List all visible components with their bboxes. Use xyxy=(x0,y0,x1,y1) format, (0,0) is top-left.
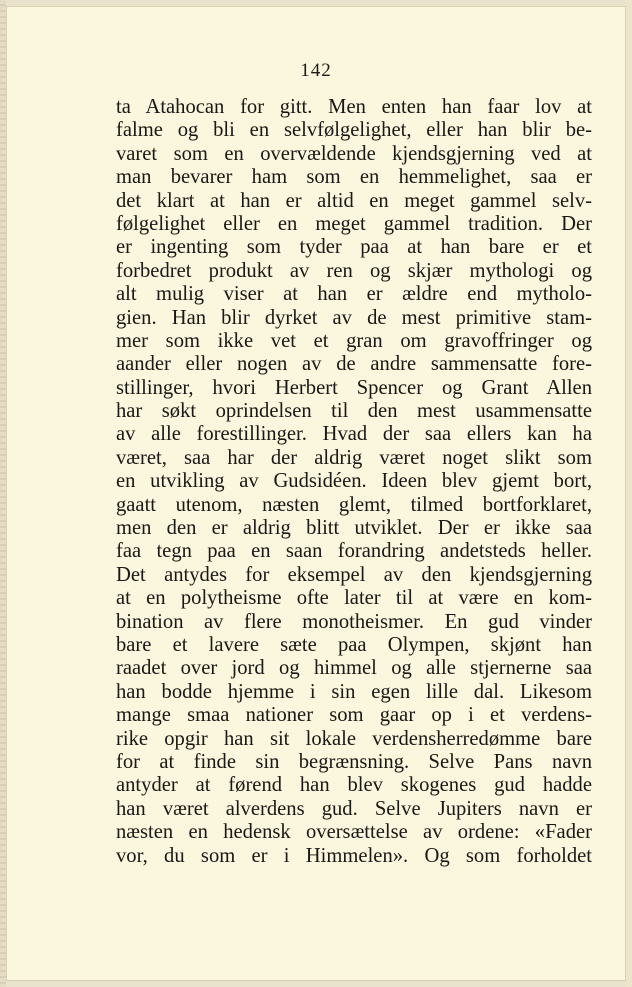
text-line: forbedret produkt av ren og skjær mythologi og xyxy=(116,259,592,282)
text-line: Det antydes for eksempel av den kjendsgjerning xyxy=(116,563,592,586)
text-line: gaatt utenom, næsten glemt, tilmed bortforklaret, xyxy=(116,493,592,516)
text-line: av alle forestillinger. Hvad der saa ellers kan ha xyxy=(116,423,592,446)
body-text xyxy=(116,96,592,868)
text-line: antyder at førend han blev skogenes gud hadde xyxy=(116,774,592,797)
text-line: stillinger, hvori Herbert Spencer og Grant Allen xyxy=(116,376,592,399)
text-line: bination av flere monotheismer. En gud vinder xyxy=(116,610,592,633)
text-line: raadet over jord og himmel og alle stjernerne saa xyxy=(116,657,592,680)
text-line: falme og bli en selvfølgelighet, eller han blir be- xyxy=(116,119,592,142)
text-line: varet som en overvældende kjendsgjerning ved at xyxy=(116,142,592,165)
text-line: at en polytheisme ofte later til at være en kom- xyxy=(116,587,592,610)
text-line: for at finde sin begrænsning. Selve Pans navn xyxy=(116,750,592,773)
text-line: vor, du som er i Himmelen». Og som forholdet xyxy=(116,844,592,867)
text-line: har søkt oprindelsen til den mest usammensatte xyxy=(116,400,592,423)
book-page xyxy=(6,6,626,981)
text-line: en utvikling av Gudsidéen. Ideen blev gjemt bort, xyxy=(116,470,592,493)
text-line: faa tegn paa en saan forandring andetsteds heller. xyxy=(116,540,592,563)
page-right-edge xyxy=(626,0,632,987)
text-line: rike opgir han sit lokale verdensherredømme bare xyxy=(116,727,592,750)
text-line: man bevarer ham som en hemmelighet, saa er xyxy=(116,166,592,189)
text-line: gien. Han blir dyrket av de mest primitive stam- xyxy=(116,306,592,329)
text-line: ta Atahocan for gitt. Men enten han faar lov at xyxy=(116,96,592,118)
text-line: næsten en hedensk oversættelse av ordene: «Fader xyxy=(116,821,592,844)
text-line: mer som ikke vet et gran om gravoffringer og xyxy=(116,329,592,352)
text-line: men den er aldrig blitt utviklet. Der er ikke saa xyxy=(116,517,592,540)
text-line: bare et lavere sæte paa Olympen, skjønt han xyxy=(116,633,592,656)
text-line: mange smaa nationer som gaar op i et verdens- xyxy=(116,704,592,727)
page-number: 142 xyxy=(300,60,332,81)
text-line: er ingenting som tyder paa at han bare er et xyxy=(116,236,592,259)
text-line: følgelighet eller en meget gammel tradition. Der xyxy=(116,212,592,235)
text-line: han været alverdens gud. Selve Jupiters navn er xyxy=(116,797,592,820)
text-line: han bodde hjemme i sin egen lille dal. Likesom xyxy=(116,680,592,703)
text-line: alt mulig viser at han er ældre end mytholo- xyxy=(116,283,592,306)
text-line: været, saa har der aldrig været noget slikt som xyxy=(116,446,592,469)
text-line: det klart at han er altid en meget gammel selv- xyxy=(116,189,592,212)
text-line: aander eller nogen av de andre sammensatte fore- xyxy=(116,353,592,376)
